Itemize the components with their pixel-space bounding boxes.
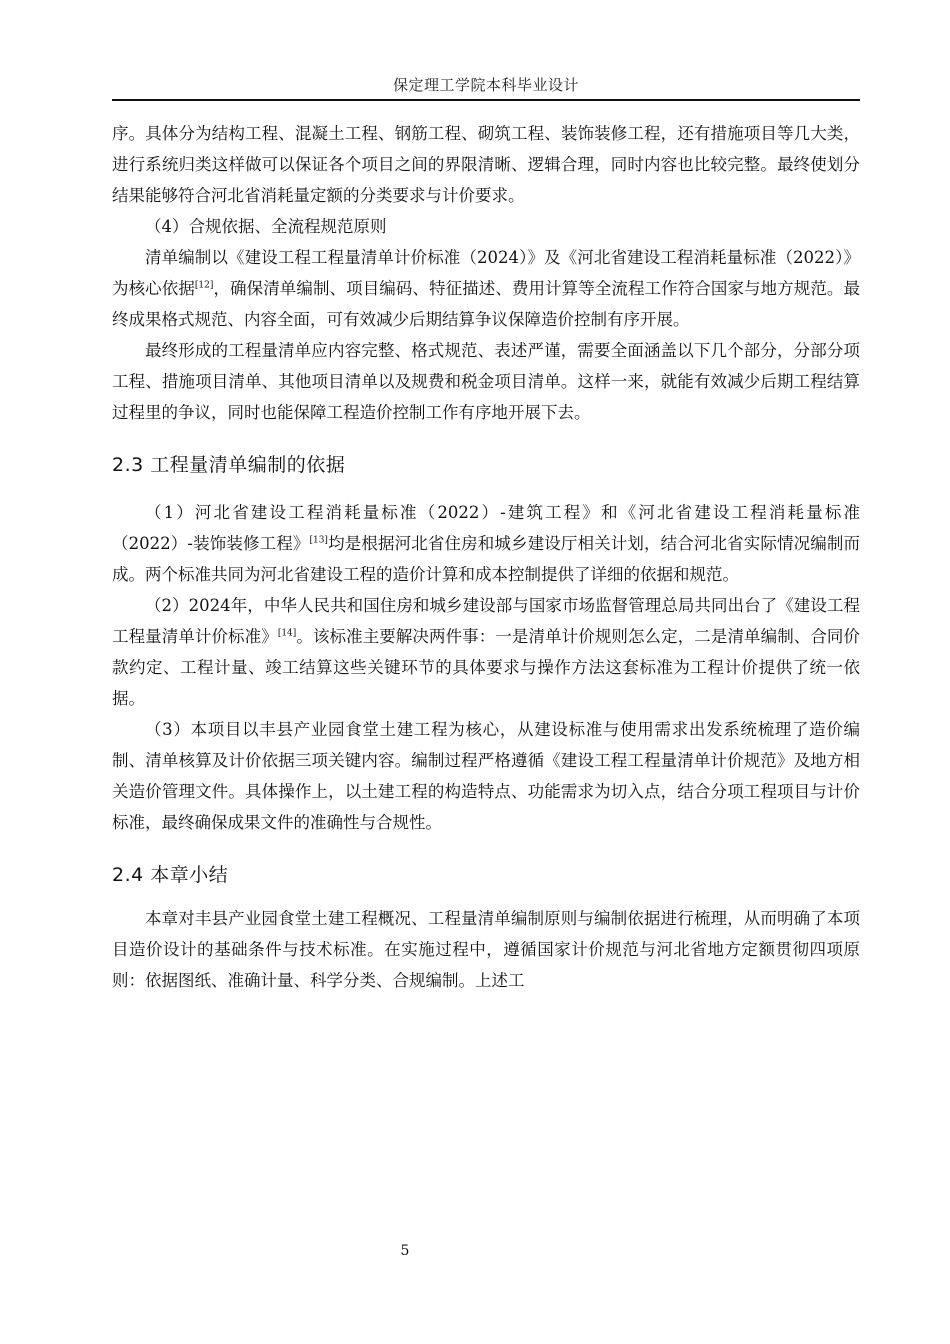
paragraph-text: 均是根据河北省住房和城乡建设厅相关计划，结合河北省实际情况编制而成。两个标准共同为河北省建设工程的造价计算和成本控制提供了详细的依据和规范。 — [112, 534, 860, 584]
paragraph-text: ，确保清单编制、项目编码、特征描述、费用计算等全流程工作符合国家与地方规范。最终成果格式规范、内容全面，可有效减少后期结算争议保障造价控制有序开展。 — [112, 279, 861, 329]
citation-ref: [14] — [277, 628, 297, 639]
section-heading-2-4: 2.4 本章小结 — [112, 864, 229, 886]
paragraph-basis-1 — [112, 497, 860, 590]
paragraph-text: （1）河北省建设工程消耗量标准（2022）-建筑工程》和《河北省建设工程消耗量标准（2022）-装饰装修工程》 — [112, 503, 860, 553]
page-body — [112, 118, 860, 996]
paragraph-basis-2 — [112, 590, 860, 714]
paragraph-text: 。该标准主要解决两件事：一是清单计价规则怎么定，二是清单编制、合同价款约定、工程计量、竣工结算这些关键环节的具体要求与操作方法这套标准为工程计价提供了统一依据。 — [112, 627, 861, 708]
citation-ref: [12] — [194, 280, 214, 291]
paragraph-text: （2）2024年，中华人民共和国住房和城乡建设部与国家市场监督管理总局共同出台了《建设工程工程量清单计价标准》 — [112, 596, 860, 646]
page-number: 5 — [400, 1243, 410, 1259]
paragraph-summary: 本章对丰县产业园食堂土建工程概况、工程量清单编制原则与编制依据进行梳理，从而明确了本项目造价设计的基础条件与技术标准。在实施过程中，遵循国家计价规范与河北省地方定额贯彻四项原则：依据图纸、准确计量、科学分类、合规编制。上述工 — [112, 909, 860, 990]
running-header: 保定理工学院本科毕业设计 — [392, 76, 579, 94]
paragraph-final-list: 最终形成的工程量清单应内容完整、格式规范、表述严谨，需要全面涵盖以下几个部分，分部分项工程、措施项目清单、其他项目清单以及规费和税金项目清单。这样一来，就能有效减少后期工程结算过程里的争议，同时也能保障工程造价控制工作有序地开展下去。 — [112, 341, 860, 422]
section-heading-2-3: 2.3 工程量清单编制的依据 — [112, 454, 346, 476]
paragraph-continued: 序。具体分为结构工程、混凝土工程、钢筋工程、砌筑工程、装饰装修工程，还有措施项目等几大类，进行系统归类这样做可以保证各个项目之间的界限清晰、逻辑合理，同时内容也比较完整。最终使划分结果能够符合河北省消耗量定额的分类要求与计价要求。 — [112, 124, 860, 205]
paragraph-basis-3: （3）本项目以丰县产业园食堂土建工程为核心，从建设标准与使用需求出发系统梳理了造价编制、清单核算及计价依据三项关键内容。编制过程严格遵循《建设工程工程量清单计价规范》及地方相关造价管理文件。具体操作上，以土建工程的构造特点、功能需求为切入点，结合分项工程项目与计价标准，最终确保成果文件的准确性与合规性。 — [112, 720, 860, 832]
header-rule — [112, 99, 860, 101]
paragraph-compliance — [112, 242, 860, 335]
paragraph-text: 清单编制以《建设工程工程量清单计价标准（2024）》及《河北省建设工程消耗量标准（2022）》为核心依据 — [112, 248, 860, 298]
citation-ref: [13] — [309, 535, 328, 546]
principle-heading: （4）合规依据、全流程规范原则 — [145, 217, 387, 236]
